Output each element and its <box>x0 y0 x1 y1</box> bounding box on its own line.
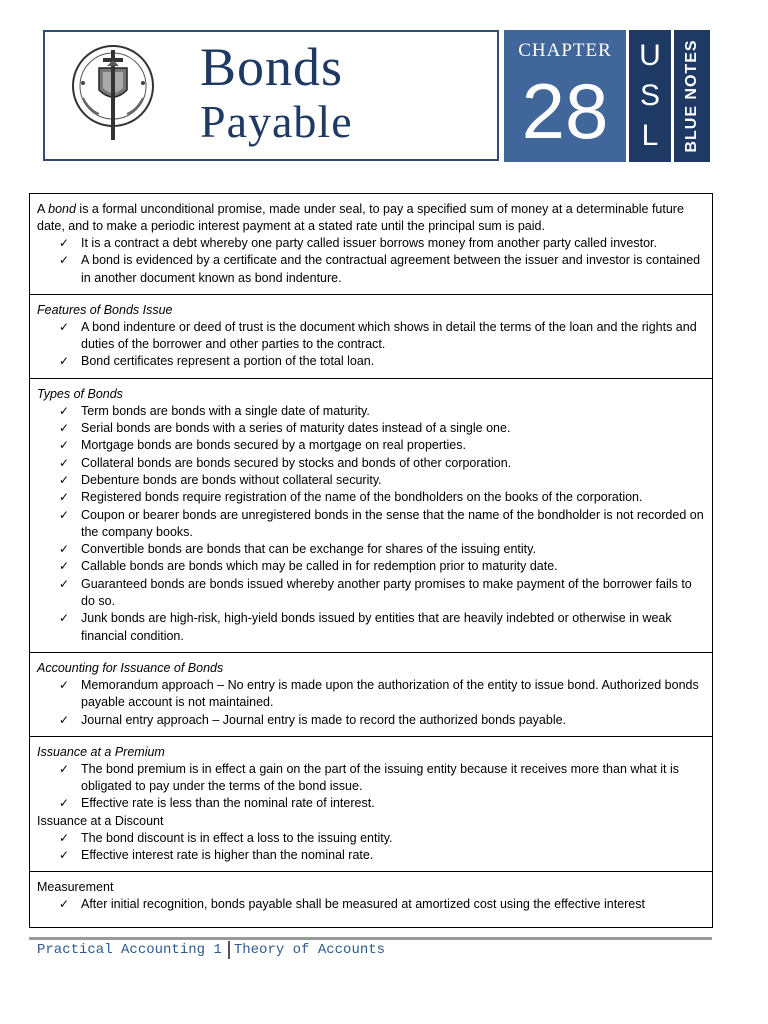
list-item <box>59 795 706 812</box>
list-item-text: A bond is evidenced by a certificate and the contractual agreement between the issuer and investor is contained in another document known as bond indenture. <box>81 253 701 285</box>
footer-separator <box>228 941 230 959</box>
check-icon: ✓ <box>59 319 70 334</box>
list-item-text: The bond discount is in effect a loss to the issuing entity. <box>81 830 393 845</box>
list-item <box>59 677 706 712</box>
list-item <box>59 847 706 864</box>
check-icon: ✓ <box>59 438 70 453</box>
blue-notes-box <box>674 30 710 162</box>
definition-rest: is a formal unconditional promise, made under seal, to pay a specified sum of money at a determinable future date, and to make a periodic interest payment at a stated rate until the principal sum is paid. <box>37 202 684 233</box>
title-box <box>43 30 499 161</box>
list-item-text: Debenture bonds are bonds without collateral security. <box>81 472 382 487</box>
check-icon: ✓ <box>59 507 70 522</box>
list-item <box>59 252 706 287</box>
list-item <box>59 712 706 729</box>
check-icon: ✓ <box>59 796 70 811</box>
section-premium-discount <box>30 737 712 872</box>
list-item-text: Collateral bonds are bonds secured by stocks and bonds of other corporation. <box>81 455 512 470</box>
list-item <box>59 437 706 454</box>
list-item-text: Callable bonds are bonds which may be called in for redemption prior to maturity date. <box>81 559 558 574</box>
usl-box <box>629 30 671 162</box>
list-item-text: Effective interest rate is higher than the nominal rate. <box>81 848 374 863</box>
section-title: Issuance at a Discount <box>37 813 164 828</box>
list-item-text: Convertible bonds are bonds that can be exchange for shares of the issuing entity. <box>81 542 536 557</box>
list-item <box>59 576 706 611</box>
list-item-text: Registered bonds require registration of the name of the bondholders on the books of the corporation. <box>81 490 643 505</box>
usl-letter-u: U <box>639 39 661 72</box>
list-item-text: After initial recognition, bonds payable shall be measured at amortized cost using the effective interest <box>81 897 645 912</box>
list-item <box>59 235 706 252</box>
section-types <box>30 379 712 653</box>
check-icon: ✓ <box>59 897 70 912</box>
check-icon: ✓ <box>59 455 70 470</box>
list-item <box>59 896 706 913</box>
chapter-number: 28 <box>521 67 609 155</box>
types-list <box>37 403 706 645</box>
check-icon: ✓ <box>59 761 70 776</box>
list-item <box>59 403 706 420</box>
list-item <box>59 610 706 645</box>
definition-term: bond <box>48 202 76 216</box>
section-title: Accounting for Issuance of Bonds <box>37 660 224 675</box>
footer-course: Practical Accounting 1 <box>37 942 222 958</box>
chapter-box <box>504 30 626 162</box>
list-item <box>59 507 706 542</box>
section-title: Measurement <box>37 880 114 895</box>
list-item-text: Serial bonds are bonds with a series of maturity dates instead of a single one. <box>81 421 511 436</box>
list-item-text: Bond certificates represent a portion of the total loan. <box>81 354 375 369</box>
list-item <box>59 541 706 558</box>
check-icon: ✓ <box>59 830 70 845</box>
notes-table <box>29 193 713 928</box>
section-measurement <box>30 872 712 920</box>
list-item-text: Guaranteed bonds are bonds issued whereby another party promises to make payment of the borrower fails to do so. <box>81 576 692 609</box>
title-payable: Payable <box>200 96 353 147</box>
list-item <box>59 761 706 796</box>
check-icon: ✓ <box>59 677 70 692</box>
list-item <box>59 558 706 575</box>
check-icon: ✓ <box>59 611 70 626</box>
list-item-text: Term bonds are bonds with a single date of maturity. <box>81 403 370 418</box>
list-item-text: It is a contract a debt whereby one party called issuer borrows money from another party called investor. <box>81 236 657 250</box>
definition-list <box>37 235 706 287</box>
list-item-text: Mortgage bonds are bonds secured by a mortgage on real properties. <box>81 438 466 453</box>
check-icon: ✓ <box>59 253 70 268</box>
premium-list <box>37 761 706 813</box>
university-seal-icon <box>69 38 157 148</box>
check-icon: ✓ <box>59 576 70 591</box>
list-item-text: Memorandum approach – No entry is made upon the authorization of the entity to issue bond. Authorized bonds payable account is not maintained. <box>81 677 699 710</box>
check-icon: ✓ <box>59 490 70 505</box>
list-item-text: Coupon or bearer bonds are unregistered bonds in the sense that the name of the bondholder is not recorded on the company books. <box>81 507 704 539</box>
measurement-list <box>37 896 706 913</box>
section-features <box>30 295 712 379</box>
list-item <box>59 353 706 370</box>
check-icon: ✓ <box>59 236 70 250</box>
section-title: Types of Bonds <box>37 386 123 401</box>
check-icon: ✓ <box>59 712 70 727</box>
list-item <box>59 489 706 506</box>
section-title: Features of Bonds Issue <box>37 302 173 317</box>
list-item <box>59 319 706 354</box>
section-definition <box>30 194 712 295</box>
list-item-text: Journal entry approach – Journal entry is made to record the authorized bonds payable. <box>81 712 567 727</box>
check-icon: ✓ <box>59 472 70 487</box>
footer-subject: Theory of Accounts <box>233 942 386 958</box>
check-icon: ✓ <box>59 848 70 863</box>
usl-letter-l: L <box>641 119 659 152</box>
title-bonds: Bonds <box>200 37 344 97</box>
check-icon: ✓ <box>59 421 70 436</box>
footer <box>37 941 385 959</box>
check-icon: ✓ <box>59 542 70 557</box>
section-accounting <box>30 653 712 737</box>
list-item-text: Effective rate is less than the nominal rate of interest. <box>81 796 375 811</box>
list-item-text: Junk bonds are high-risk, high-yield bonds issued by entities that are heavily indebted or otherwise in weak financial condition. <box>81 611 672 643</box>
definition-paragraph <box>37 201 706 235</box>
blue-notes-label: BLUE NOTES <box>683 39 700 153</box>
list-item <box>59 455 706 472</box>
list-item-text: The bond premium is in effect a gain on the part of the issuing entity because it receives more than what it is obligated to pay under the terms of the bond issue. <box>81 761 680 794</box>
accounting-list <box>37 677 706 729</box>
list-item <box>59 472 706 489</box>
footer-rule <box>29 937 712 940</box>
check-icon: ✓ <box>59 403 70 418</box>
check-icon: ✓ <box>59 559 70 574</box>
definition-prefix: A <box>37 202 49 216</box>
check-icon: ✓ <box>59 354 70 369</box>
list-item <box>59 830 706 847</box>
list-item <box>59 420 706 437</box>
features-list <box>37 319 706 371</box>
list-item-text: A bond indenture or deed of trust is the document which shows in detail the terms of the loan and the rights and duties of the borrower and other parties to the contract. <box>81 319 697 352</box>
usl-letter-s: S <box>639 79 660 112</box>
discount-list <box>37 830 706 865</box>
chapter-label: CHAPTER <box>518 40 612 61</box>
section-title: Issuance at a Premium <box>37 744 165 759</box>
